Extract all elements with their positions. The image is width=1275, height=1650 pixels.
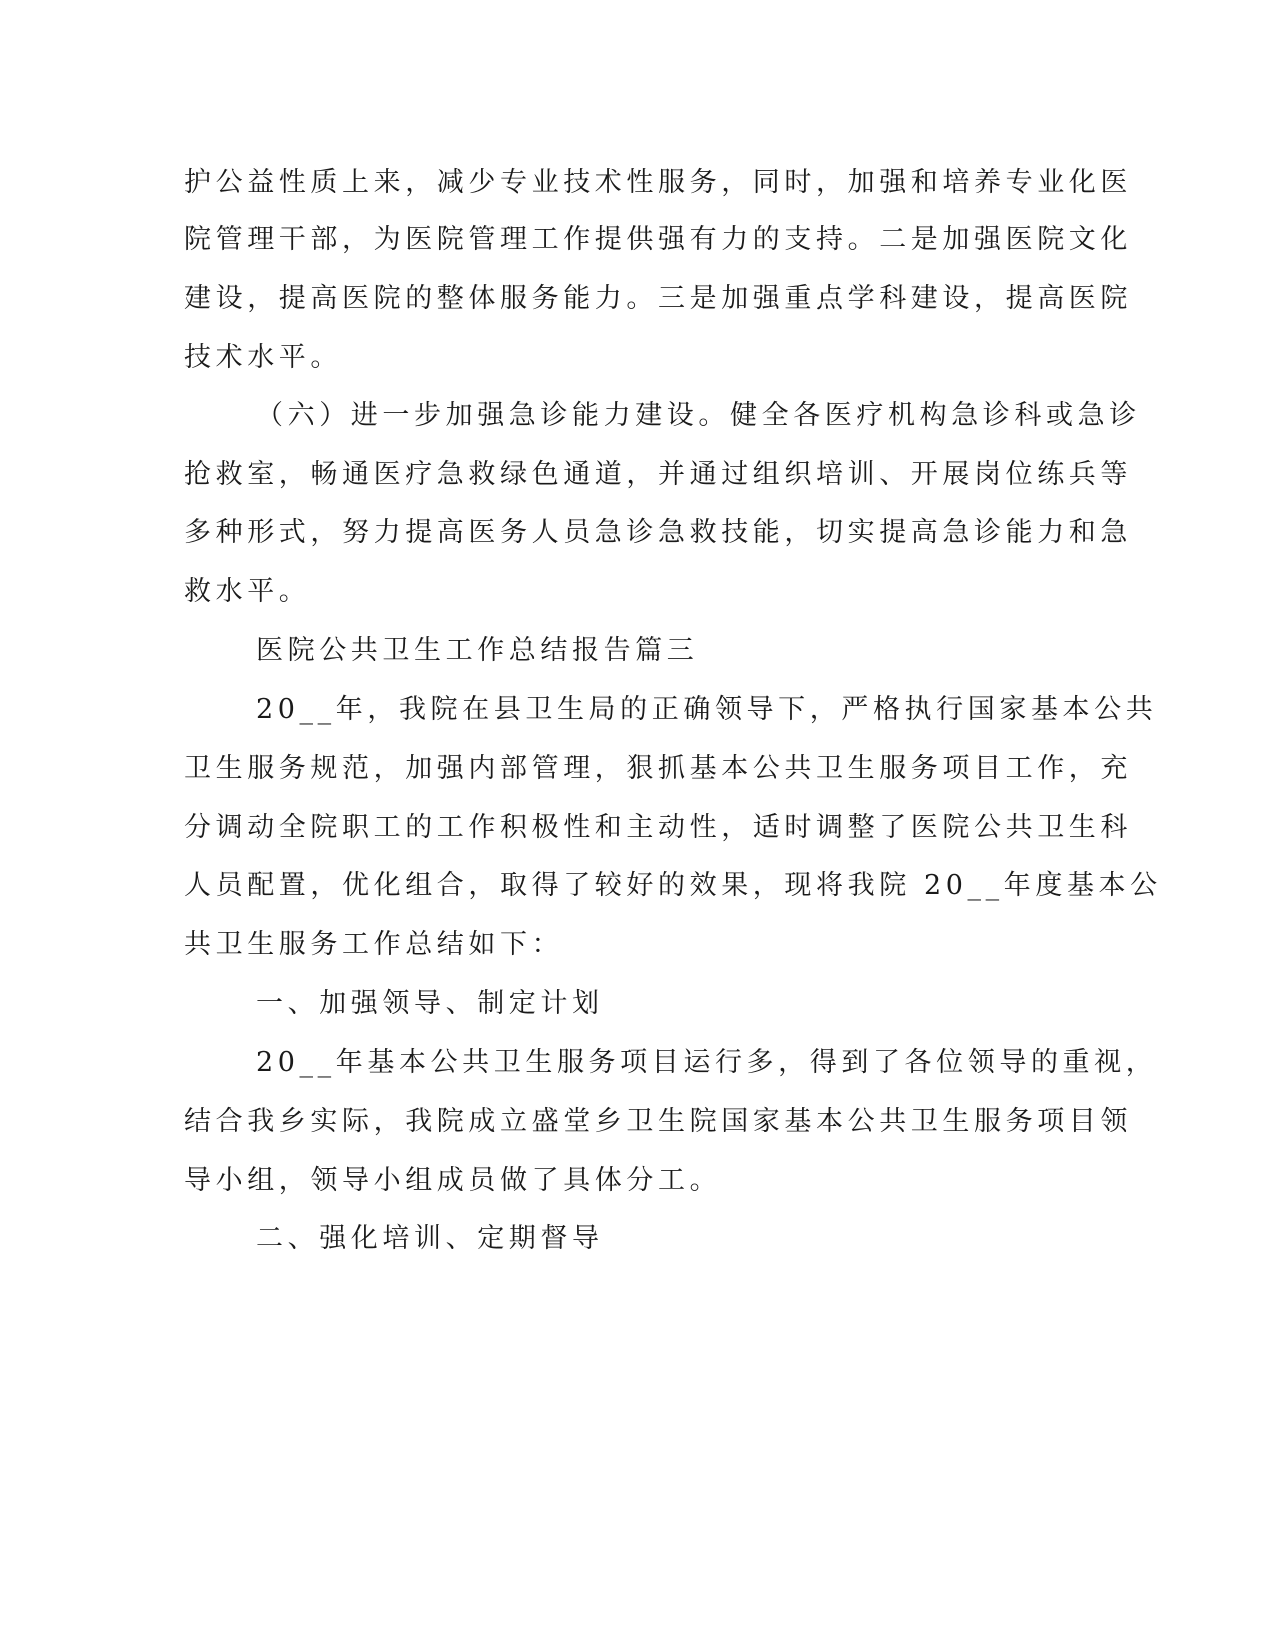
text-line: 卫生服务规范，加强内部管理，狠抓基本公共卫生服务项目工作，充 xyxy=(184,753,1132,784)
section-heading-2: 二、强化培训、定期督导 xyxy=(256,1223,604,1254)
section-heading-1: 一、加强领导、制定计划 xyxy=(256,988,604,1019)
text-line: 共卫生服务工作总结如下： xyxy=(184,929,564,960)
text-line: 护公益性质上来，减少专业技术性服务，同时，加强和培养专业化医 xyxy=(184,167,1132,198)
text-line: 分调动全院职工的工作积极性和主动性，适时调整了医院公共卫生科 xyxy=(184,812,1132,843)
text-line: 院管理干部，为医院管理工作提供强有力的支持。二是加强医院文化 xyxy=(184,224,1132,255)
text-line: 人员配置，优化组合，取得了较好的效果，现将我院 20__年度基本公 xyxy=(184,870,1162,901)
text-line: 结合我乡实际，我院成立盛堂乡卫生院国家基本公共卫生服务项目领 xyxy=(184,1106,1132,1137)
text-line: 20__年基本公共卫生服务项目运行多，得到了各位领导的重视， xyxy=(256,1047,1158,1078)
section-heading-6: （六）进一步加强急诊能力建设。健全各医疗机构急诊科或急诊 xyxy=(256,400,1141,431)
text-line: 多种形式，努力提高医务人员急诊急救技能，切实提高急诊能力和急 xyxy=(184,517,1132,548)
text-line: 救水平。 xyxy=(184,576,311,607)
text-line: 抢救室，畅通医疗急救绿色通道，并通过组织培训、开展岗位练兵等 xyxy=(184,459,1132,490)
article-title: 医院公共卫生工作总结报告篇三 xyxy=(256,635,699,666)
text-line: 导小组，领导小组成员做了具体分工。 xyxy=(184,1165,722,1196)
text-line: 建设，提高医院的整体服务能力。三是加强重点学科建设，提高医院 xyxy=(184,283,1132,314)
text-line: 20__年，我院在县卫生局的正确领导下，严格执行国家基本公共 xyxy=(256,694,1158,725)
text-line: 技术水平。 xyxy=(184,342,342,373)
